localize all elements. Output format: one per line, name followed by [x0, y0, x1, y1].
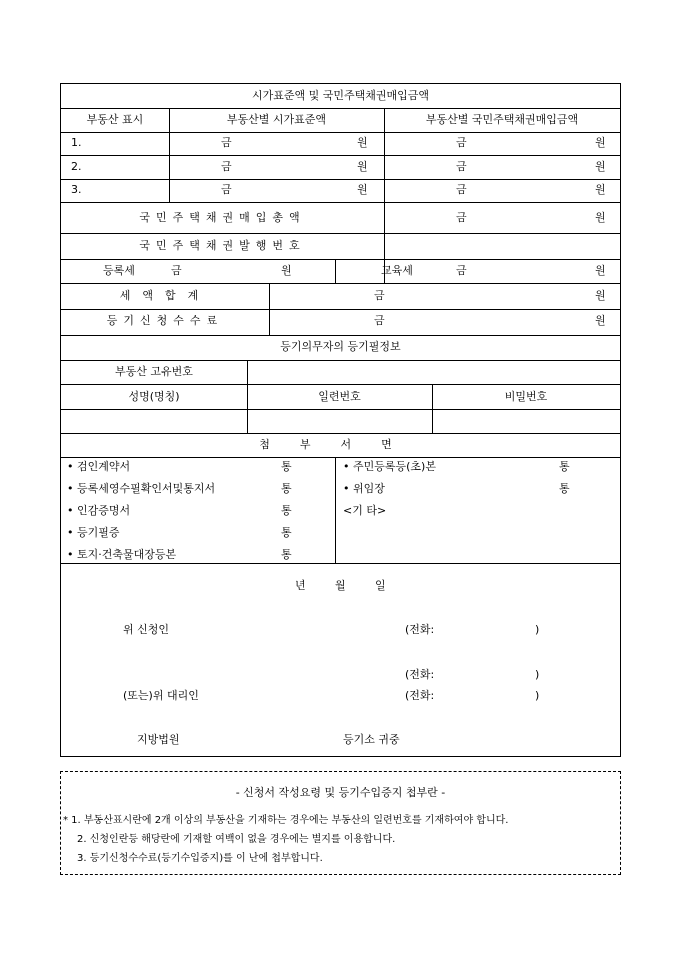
attachment-unit: 통	[281, 548, 292, 561]
row-number: 1.	[71, 136, 82, 149]
note-item: * 1. 부동산표시란에 2개 이상의 부동산을 기재하는 경우에는 부동산의 일련번호를 기재하여야 합니다.	[63, 815, 509, 826]
won-label: 원	[595, 211, 606, 224]
agent-phone-close: )	[535, 668, 540, 681]
col-divider	[335, 259, 336, 283]
won-label: 원	[357, 136, 368, 149]
geum-label: 금	[374, 314, 385, 327]
won-label: 원	[595, 314, 606, 327]
attachment-unit: 통	[281, 504, 292, 517]
attachment-item: <기 타>	[343, 504, 387, 517]
row-divider	[61, 155, 620, 156]
geum-label: 금	[456, 183, 467, 196]
col-divider	[384, 108, 385, 284]
agent-phone-close: )	[535, 689, 540, 702]
geum-label: 금	[456, 160, 467, 173]
attachment-item: • 검인계약서	[67, 460, 131, 473]
geum-label: 금	[456, 136, 467, 149]
row-divider	[61, 309, 620, 310]
name-label: 성명(명칭)	[128, 390, 180, 403]
row-divider	[61, 259, 620, 260]
row-divider	[61, 132, 620, 133]
fee-label: 등기신청수수료	[106, 314, 224, 327]
note-item: 2. 신청인란등 해당란에 기재할 여백이 없을 경우에는 별지를 이용합니다.	[77, 834, 396, 845]
agent-phone: (전화:	[405, 689, 435, 702]
applicant-label: 위 신청인	[123, 623, 170, 636]
application-form	[60, 83, 621, 757]
row-divider	[61, 457, 620, 458]
reg-tax-label: 등록세	[103, 264, 135, 277]
col-divider	[335, 457, 336, 563]
row-divider	[61, 433, 620, 434]
geum-label: 금	[221, 183, 232, 196]
tax-total-label: 세액합계	[119, 289, 211, 302]
form-title: 시가표준액 및 국민주택채권매입금액	[251, 89, 429, 102]
row-divider	[61, 384, 620, 385]
header-property: 부동산 표시	[86, 113, 144, 126]
agent-label: (또는)위 대리인	[123, 689, 199, 702]
edu-tax-label: 교육세	[381, 264, 413, 277]
won-label: 원	[595, 136, 606, 149]
date-day: 일	[375, 579, 386, 592]
district-court: 지방법원	[137, 733, 180, 746]
col-divider	[269, 283, 270, 335]
registry-office: 등기소 귀중	[343, 733, 400, 746]
notes-title: - 신청서 작성요령 및 등기수입증지 첩부란 -	[235, 786, 446, 799]
completion-title: 등기의무자의 등기필정보	[280, 340, 401, 353]
header-standard-price: 부동산별 시가표준액	[226, 113, 327, 126]
date-year: 년	[295, 579, 306, 592]
row-divider	[61, 360, 620, 361]
applicant-phone: (전화:	[405, 623, 435, 636]
bond-issue-label: 국민주택채권발행번호	[139, 239, 306, 252]
attachments-title: 첨부서면	[259, 438, 422, 451]
date-month: 월	[335, 579, 346, 592]
won-label: 원	[357, 183, 368, 196]
attachment-unit: 통	[281, 482, 292, 495]
geum-label: 금	[374, 289, 385, 302]
attachment-item: • 등록세영수필확인서및통지서	[67, 482, 216, 495]
attachment-item: • 주민등록등(초)본	[343, 460, 436, 473]
notes-box	[60, 771, 621, 875]
row-divider	[61, 233, 620, 234]
won-label: 원	[595, 183, 606, 196]
attachment-item: • 인감증명서	[67, 504, 131, 517]
row-divider	[61, 409, 620, 410]
attachment-unit: 통	[559, 482, 570, 495]
row-divider	[61, 563, 620, 564]
row-divider	[61, 179, 620, 180]
geum-label: 금	[221, 136, 232, 149]
row-number: 2.	[71, 160, 82, 173]
geum-label: 금	[221, 160, 232, 173]
won-label: 원	[281, 264, 292, 277]
serial-label: 일련번호	[318, 390, 361, 403]
geum-label: 금	[171, 264, 182, 277]
password-label: 비밀번호	[504, 390, 548, 403]
won-label: 원	[595, 160, 606, 173]
row-divider	[61, 202, 620, 203]
agent-phone: (전화:	[405, 668, 435, 681]
won-label: 원	[357, 160, 368, 173]
header-bond-amount: 부동산별 국민주택채권매입금액	[425, 113, 579, 126]
row-number: 3.	[71, 183, 82, 196]
row-divider	[61, 335, 620, 336]
applicant-phone-close: )	[535, 623, 540, 636]
attachment-unit: 통	[559, 460, 570, 473]
attachment-unit: 통	[281, 526, 292, 539]
geum-label: 금	[456, 211, 467, 224]
note-item: 3. 등기신청수수료(등기수입증지)를 이 난에 첩부합니다.	[77, 853, 323, 864]
won-label: 원	[595, 264, 606, 277]
row-divider	[61, 108, 620, 109]
attachment-item: • 등기필증	[67, 526, 120, 539]
unique-no-label: 부동산 고유번호	[115, 365, 193, 378]
geum-label: 금	[456, 264, 467, 277]
won-label: 원	[595, 289, 606, 302]
attachment-item: • 위임장	[343, 482, 385, 495]
bond-total-label: 국민주택채권매입총액	[139, 211, 306, 224]
attachment-unit: 통	[281, 460, 292, 473]
attachment-item: • 토지·건축물대장등본	[67, 548, 177, 561]
row-divider	[61, 283, 620, 284]
